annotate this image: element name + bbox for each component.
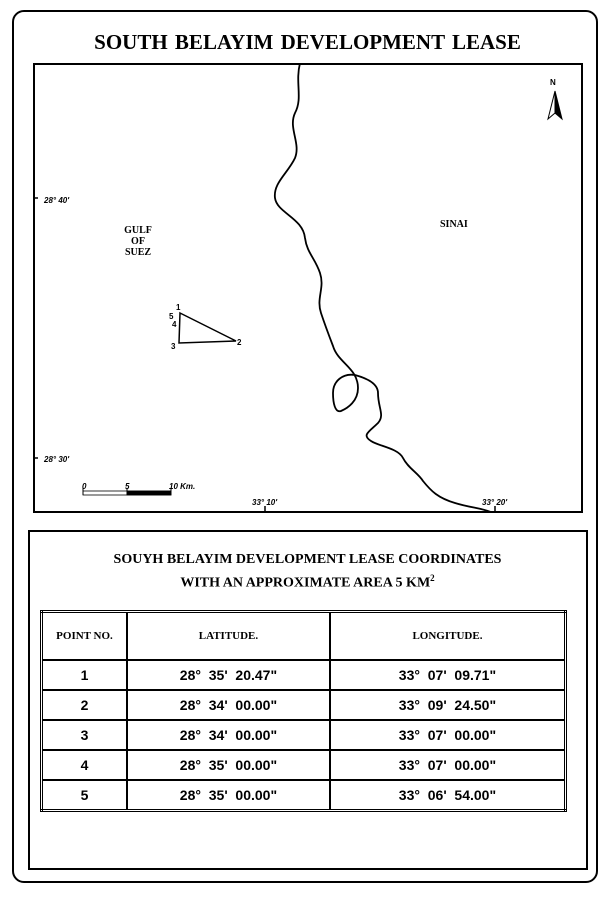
coordinates-title <box>0 551 615 593</box>
table-header-row <box>42 612 566 661</box>
lease-boundary <box>179 313 236 343</box>
point-label-3: 3 <box>171 342 176 351</box>
place-gulf-line1: GULF <box>124 225 152 236</box>
coordinates-title-line2-text: WITH AN APPROXIMATE AREA 5 KM <box>180 575 431 591</box>
scale-label-zero: 0 <box>82 482 87 491</box>
place-gulf-line3: SUEZ <box>124 247 152 258</box>
cell-longitude: 33° 06' 54.00" <box>330 780 566 811</box>
cell-point: 4 <box>42 750 128 780</box>
table-row <box>42 720 566 750</box>
point-label-4: 4 <box>172 320 177 329</box>
coordinates-title-line1: SOUYH BELAYIM DEVELOPMENT LEASE COORDINATES <box>113 552 502 567</box>
table-row <box>42 660 566 690</box>
point-label-2: 2 <box>237 338 242 347</box>
coastline <box>275 63 493 513</box>
cell-longitude: 33° 07' 09.71" <box>330 660 566 690</box>
table-row <box>42 690 566 720</box>
page-title: SOUTH BELAYIM DEVELOPMENT LEASE <box>94 30 521 54</box>
point-label-1: 1 <box>176 303 181 312</box>
header-longitude: LONGITUDE. <box>330 612 566 661</box>
place-gulf-line2: OF <box>131 236 145 247</box>
coordinates-table <box>40 610 567 812</box>
coordinates-title-superscript: 2 <box>430 573 435 583</box>
cell-latitude: 28° 35' 00.00" <box>127 750 330 780</box>
map-canvas <box>33 63 583 513</box>
scale-label-mid: 5 <box>125 482 130 491</box>
place-gulf-of-suez <box>118 225 158 258</box>
cell-point: 1 <box>42 660 128 690</box>
cell-longitude: 33° 07' 00.00" <box>330 720 566 750</box>
table-row <box>42 750 566 780</box>
cell-latitude: 28° 35' 00.00" <box>127 780 330 811</box>
cell-point: 3 <box>42 720 128 750</box>
cell-latitude: 28° 34' 00.00" <box>127 720 330 750</box>
lat-label-north: 28° 40' <box>44 196 70 205</box>
header-latitude: LATITUDE. <box>127 612 330 661</box>
cell-point: 5 <box>42 780 128 811</box>
lon-label-west: 33° 10' <box>252 498 278 507</box>
place-sinai: SINAI <box>440 219 468 230</box>
cell-longitude: 33° 07' 00.00" <box>330 750 566 780</box>
scale-label-end: 10 Km. <box>169 482 196 491</box>
north-arrow-icon <box>548 91 562 119</box>
cell-latitude: 28° 34' 00.00" <box>127 690 330 720</box>
table-row <box>42 780 566 811</box>
header-point-no: POINT NO. <box>42 612 128 661</box>
coordinates-title-line2 <box>0 569 615 593</box>
lat-label-south: 28° 30' <box>44 455 70 464</box>
point-label-5: 5 <box>169 312 174 321</box>
cell-latitude: 28° 35' 20.47" <box>127 660 330 690</box>
north-label: N <box>550 78 556 87</box>
lon-label-east: 33° 20' <box>482 498 508 507</box>
cell-longitude: 33° 09' 24.50" <box>330 690 566 720</box>
cell-point: 2 <box>42 690 128 720</box>
